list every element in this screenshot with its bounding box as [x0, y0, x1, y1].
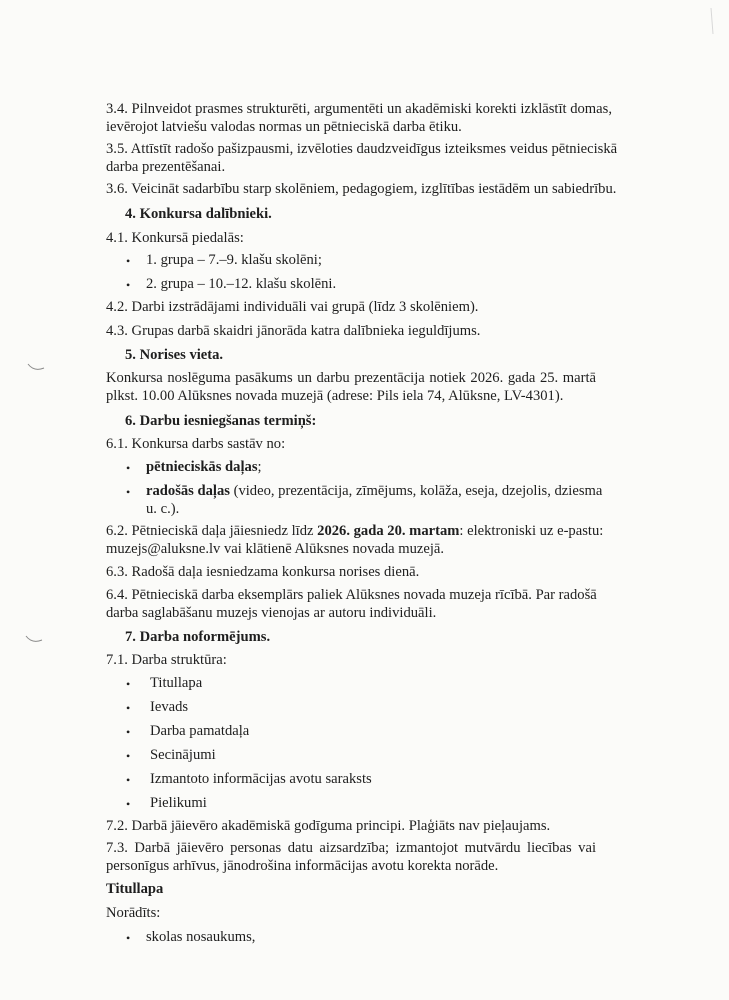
structure-item: Izmantoto informācijas avotu saraksts [150, 771, 372, 787]
bullet: • [126, 485, 131, 499]
paragraph-7-1: 7.1. Darba struktūra: [106, 652, 227, 668]
scan-margin-mark [26, 360, 46, 374]
bullet: • [126, 254, 131, 268]
list-item-group-2: 2. grupa – 10.–12. klašu skolēni. [146, 276, 337, 292]
structure-item: Secinājumi [150, 747, 216, 763]
paragraph-6-2-line-1 [106, 522, 603, 540]
heading-5: 5. Norises vieta. [125, 347, 224, 363]
paragraph-3-6: 3.6. Veicināt sadarbību starp skolēniem, pedagogiem, izglītības iestādēm un sabiedrību. [106, 181, 617, 197]
paragraph-6-3: 6.3. Radošā daļa iesniedzama konkursa norises dienā. [106, 564, 420, 580]
bullet: • [126, 773, 131, 787]
paragraph-6-4-line-2: darba saglabāšanu muzejs vienojas ar autoru individuāli. [106, 605, 437, 621]
paragraph-7-2: 7.2. Darbā jāievēro akadēmiskā godīguma principi. Plaģiāts nav pieļaujams. [106, 818, 551, 834]
creative-part-rest: (video, prezentācija, zīmējums, kolāža, eseja, dzejolis, dziesma [229, 483, 603, 499]
paragraph-3-4-line-2: ievērojot latviešu valodas normas un pētnieciskā darba ētiku. [106, 119, 462, 135]
paragraph-3-4-line-1: 3.4. Pilnveidot prasmes strukturēti, argumentēti un akadēmiski korekti izklāstīt domas, [106, 101, 612, 117]
paragraph-7-3-line-2: personīgus arhīvus, jānodrošina informācijas avotu korekta norāde. [106, 858, 499, 874]
list-item-research-part [146, 458, 262, 476]
noradits-label: Norādīts: [106, 905, 161, 921]
heading-4: 4. Konkursa dalībnieki. [125, 206, 272, 222]
bullet: • [126, 677, 131, 691]
paragraph-6-2-line-2: muzejs@aluksne.lv vai klātienē Alūksnes novada muzejā. [106, 541, 445, 557]
list-item-creative-part-line-2: u. c.). [146, 501, 180, 517]
research-part-rest: ; [257, 459, 262, 475]
structure-item: Pielikumi [150, 795, 207, 811]
list-item-creative-part [146, 482, 602, 500]
paragraph-4-3: 4.3. Grupas darbā skaidri jānorāda katra dalībnieka ieguldījums. [106, 323, 481, 339]
bullet: • [126, 461, 131, 475]
structure-item: Ievads [150, 699, 189, 715]
heading-6: 6. Darbu iesniegšanas termiņš: [125, 413, 317, 429]
paragraph-6-2-start: 6.2. Pētnieciskā daļa jāiesniedz līdz [106, 523, 318, 539]
paragraph-7-3-line-1: 7.3. Darbā jāievēro personas datu aizsardzība; izmantojot mutvārdu liecības vai [106, 840, 596, 856]
paragraph-4-2: 4.2. Darbi izstrādājami individuāli vai grupā (līdz 3 skolēniem). [106, 299, 479, 315]
paragraph-6-4-line-1: 6.4. Pētnieciskā darba eksemplārs paliek Alūksnes novada muzeja rīcībā. Par radošā [106, 587, 597, 603]
list-item-group-1: 1. grupa – 7.–9. klašu skolēni; [146, 252, 322, 268]
bullet: • [126, 797, 131, 811]
scan-margin-mark [24, 632, 44, 646]
structure-item: Titullapa [150, 675, 203, 691]
bullet: • [126, 725, 131, 739]
bullet: • [126, 931, 131, 945]
paragraph-6-1: 6.1. Konkursa darbs sastāv no: [106, 436, 286, 452]
paragraph-3-5-line-2: darba prezentēšanai. [106, 159, 226, 175]
heading-7: 7. Darba noformējums. [125, 629, 271, 645]
creative-part-label: radošās daļas [146, 483, 230, 499]
titullapa-heading: Titullapa [106, 881, 164, 897]
bullet: • [126, 278, 131, 292]
bullet: • [126, 701, 131, 715]
deadline-date: 2026. gada 20. martam [317, 523, 460, 539]
scan-corner-mark [705, 6, 717, 36]
paragraph-5-line-2: plkst. 10.00 Alūksnes novada muzejā (adrese: Pils iela 74, Alūksne, LV-4301). [106, 388, 564, 404]
paragraph-6-2-end: : elektroniski uz e-pastu: [459, 523, 604, 539]
paragraph-4-1: 4.1. Konkursā piedalās: [106, 230, 244, 246]
title-page-item: skolas nosaukums, [146, 929, 256, 945]
research-part-label: pētnieciskās daļas [146, 459, 258, 475]
paragraph-3-5-line-1: 3.5. Attīstīt radošo pašizpausmi, izvēloties daudzveidīgus izteiksmes veidus pētnieciskā [106, 141, 618, 157]
structure-item: Darba pamatdaļa [150, 723, 250, 739]
bullet: • [126, 749, 131, 763]
paragraph-5-line-1: Konkursa noslēguma pasākums un darbu prezentācija notiek 2026. gada 25. martā [106, 370, 596, 386]
